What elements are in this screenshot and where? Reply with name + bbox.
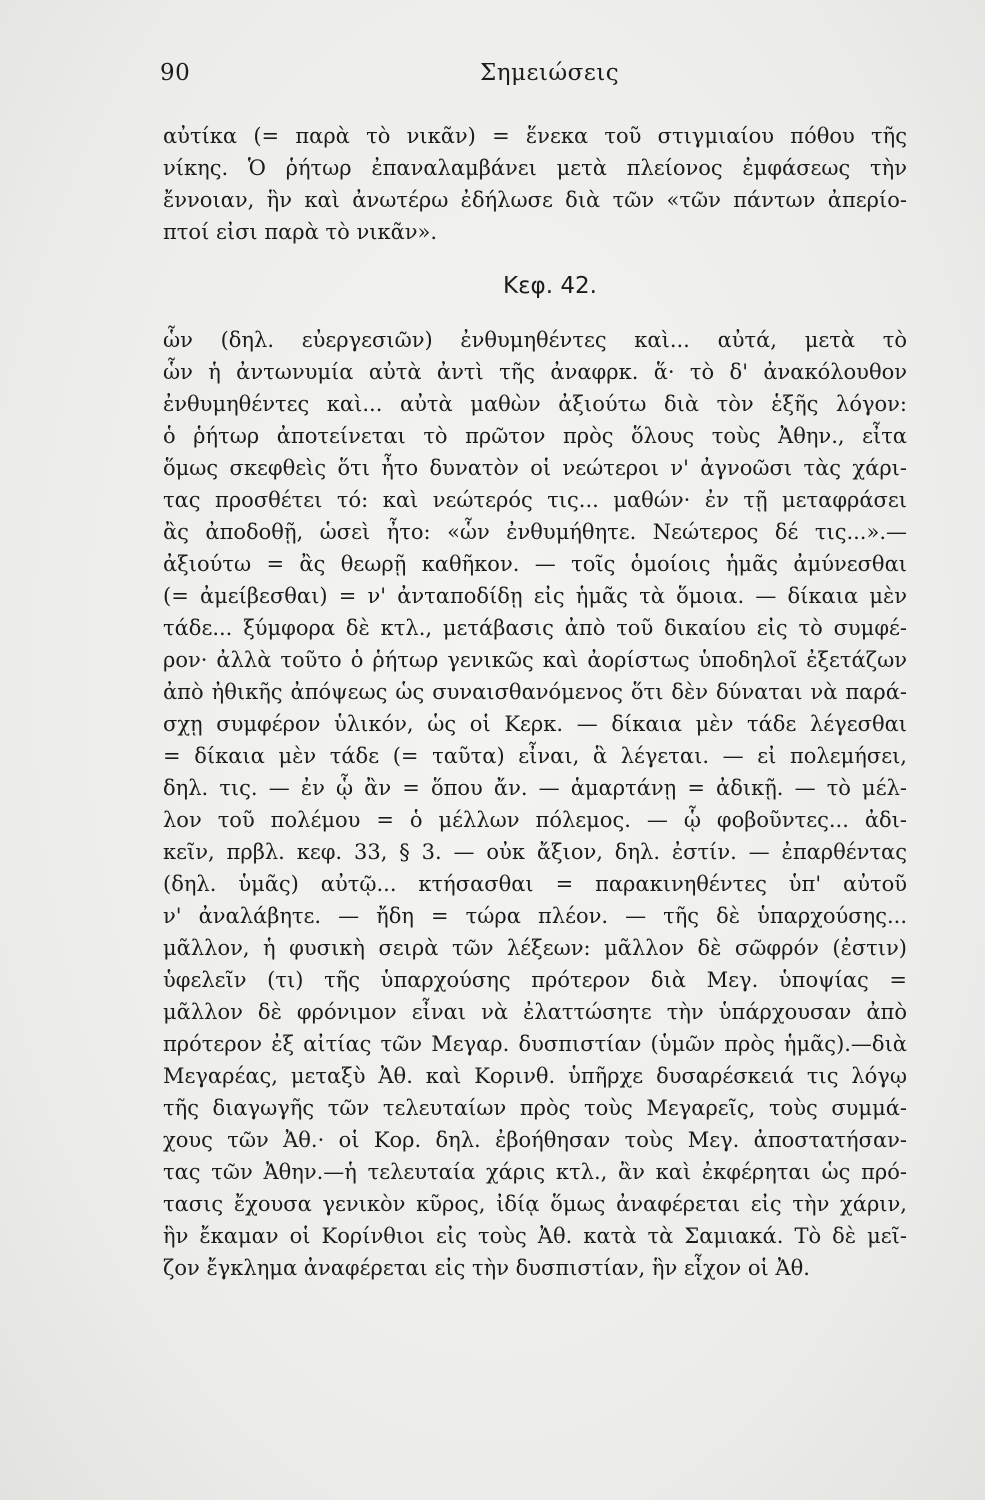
- text-line: αὐτίκα (= παρὰ τὸ νικᾶν) = ἕνεκα τοῦ στιγμιαίου πόθου τῆς: [163, 124, 907, 148]
- text-line: δηλ. τις. — ἐν ᾧ ἂν = ὅπου ἄν. — ἁμαρτάνῃ = ἀδικῇ. — τὸ μέλ-: [163, 776, 907, 800]
- text-line: = δίκαια μὲν τάδε (= ταῦτα) εἶναι, ἃ λέγεται. — εἰ πολεμήσει,: [163, 744, 907, 768]
- text-line: ὑφελεῖν (τι) τῆς ὑπαρχούσης πρότερον διὰ Μεγ. ὑποψίας =: [163, 968, 907, 992]
- text-line: τασις ἔχουσα γενικὸν κῦρος, ἰδίᾳ ὅμως ἀναφέρεται εἰς τὴν χάριν,: [163, 1192, 907, 1216]
- paragraph-1: [163, 120, 907, 248]
- text-line: ἀπὸ ἠθικῆς ἀπόψεως ὡς συναισθανόμενος ὅτι δὲν δύναται νὰ παρά-: [163, 680, 907, 704]
- chapter-heading: Κεφ. 42.: [503, 273, 597, 299]
- text-line: πτοί εἰσι παρὰ τὸ νικᾶν».: [163, 220, 438, 244]
- text-line: λον τοῦ πολέμου = ὁ μέλλων πόλεμος. — ᾧ φοβοῦντες... ἀδι-: [163, 808, 907, 832]
- text-line: τας τῶν Ἀθην.—ἡ τελευταία χάρις κτλ., ἂν καὶ ἐκφέρηται ὡς πρό-: [163, 1160, 907, 1184]
- text-line: ἀξιούτω = ἂς θεωρῇ καθῆκον. — τοῖς ὁμοίοις ἡμᾶς ἀμύνεσθαι: [163, 552, 907, 576]
- text-line: μᾶλλον δὲ φρόνιμον εἶναι νὰ ἐλαττώσητε τὴν ὑπάρχουσαν ἀπὸ: [163, 1000, 907, 1024]
- running-title: Σημειώσεις: [480, 60, 620, 86]
- page-body: [163, 120, 907, 1284]
- text-line: σχῃ συμφέρον ὑλικόν, ὡς οἱ Κερκ. — δίκαια μὲν τάδε λέγεσθαι: [163, 712, 907, 736]
- text-line: τῆς διαγωγῆς τῶν τελευταίων πρὸς τοὺς Μεγαρεῖς, τοὺς συμμά-: [163, 1096, 907, 1120]
- text-line: ὧν ἡ ἀντωνυμία αὐτὰ ἀντὶ τῆς ἀναφρκ. ἅ· τὸ δ' ἀνακόλουθον: [163, 360, 907, 384]
- paragraph-2: [163, 324, 907, 1284]
- page-header: [160, 60, 910, 96]
- text-line: πρότερον ἐξ αἰτίας τῶν Μεγαρ. δυσπιστίαν (ὑμῶν πρὸς ἡμᾶς).—διὰ: [163, 1032, 907, 1056]
- text-line: ἣν ἔκαμαν οἱ Κορίνθιοι εἰς τοὺς Ἀθ. κατὰ τὰ Σαμιακά. Τὸ δὲ μεῖ-: [163, 1224, 907, 1248]
- text-line: κεῖν, πρβλ. κεφ. 33, § 3. — οὐκ ἄξιον, δηλ. ἐστίν. — ἐπαρθέντας: [163, 840, 907, 864]
- text-line: ὧν (δηλ. εὐεργεσιῶν) ἐνθυμηθέντες καὶ... αὐτά, μετὰ τὸ: [163, 328, 907, 352]
- text-line: ἔννοιαν, ἣν καὶ ἀνωτέρω ἐδήλωσε διὰ τῶν «τῶν πάντων ἀπερίο-: [163, 188, 907, 212]
- page-number: 90: [160, 60, 191, 86]
- text-line: χους τῶν Ἀθ.· οἱ Κορ. δηλ. ἐβοήθησαν τοὺς Μεγ. ἀποστατήσαν-: [163, 1128, 907, 1152]
- text-line: Μεγαρέας, μεταξὺ Ἀθ. καὶ Κορινθ. ὑπῆρχε δυσαρέσκειά τις λόγῳ: [163, 1064, 907, 1088]
- text-line: μᾶλλον, ἡ φυσικὴ σειρὰ τῶν λέξεων: μᾶλλον δὲ σῶφρόν (ἐστιν): [163, 936, 907, 960]
- text-line: ρον· ἀλλὰ τοῦτο ὁ ῥήτωρ γενικῶς καὶ ἀορίστως ὑποδηλοῖ ἐξετάζων: [163, 648, 907, 672]
- text-line: ἂς ἀποδοθῇ, ὡσεὶ ἦτο: «ὧν ἐνθυμήθητε. Νεώτερος δέ τις...».—: [163, 520, 907, 544]
- text-line: νίκης. Ὁ ῥήτωρ ἐπαναλαμβάνει μετὰ πλείονος ἐμφάσεως τὴν: [163, 156, 907, 180]
- text-line: τας προσθέτει τό: καὶ νεώτερός τις... μαθών· ἐν τῇ μεταφράσει: [163, 488, 907, 512]
- text-line: (δηλ. ὑμᾶς) αὐτῷ... κτήσασθαι = παρακινηθέντες ὑπ' αὐτοῦ: [163, 872, 907, 896]
- text-line: ἐνθυμηθέντες καὶ... αὐτὰ μαθὼν ἀξιούτω διὰ τὸν ἑξῆς λόγον:: [163, 392, 907, 416]
- text-line: τάδε... ξύμφορα δὲ κτλ., μετάβασις ἀπὸ τοῦ δικαίου εἰς τὸ συμφέ-: [163, 616, 907, 640]
- text-line: ὁ ῥήτωρ ἀποτείνεται τὸ πρῶτον πρὸς ὅλους τοὺς Ἀθην., εἶτα: [163, 424, 907, 448]
- text-line: ὅμως σκεφθεὶς ὅτι ἦτο δυνατὸν οἱ νεώτεροι ν' ἀγνοῶσι τὰς χάρι-: [163, 456, 907, 480]
- text-line: ν' ἀναλάβητε. — ἤδη = τώρα πλέον. — τῆς δὲ ὑπαρχούσης...: [163, 904, 907, 928]
- text-line: ζον ἔγκλημα ἀναφέρεται εἰς τὴν δυσπιστίαν, ἣν εἶχον οἱ Ἀθ.: [163, 1256, 810, 1280]
- text-line: (= ἀμείβεσθαι) = ν' ἀνταποδίδῃ εἰς ἡμᾶς τὰ ὅμοια. — δίκαια μὲν: [163, 584, 907, 608]
